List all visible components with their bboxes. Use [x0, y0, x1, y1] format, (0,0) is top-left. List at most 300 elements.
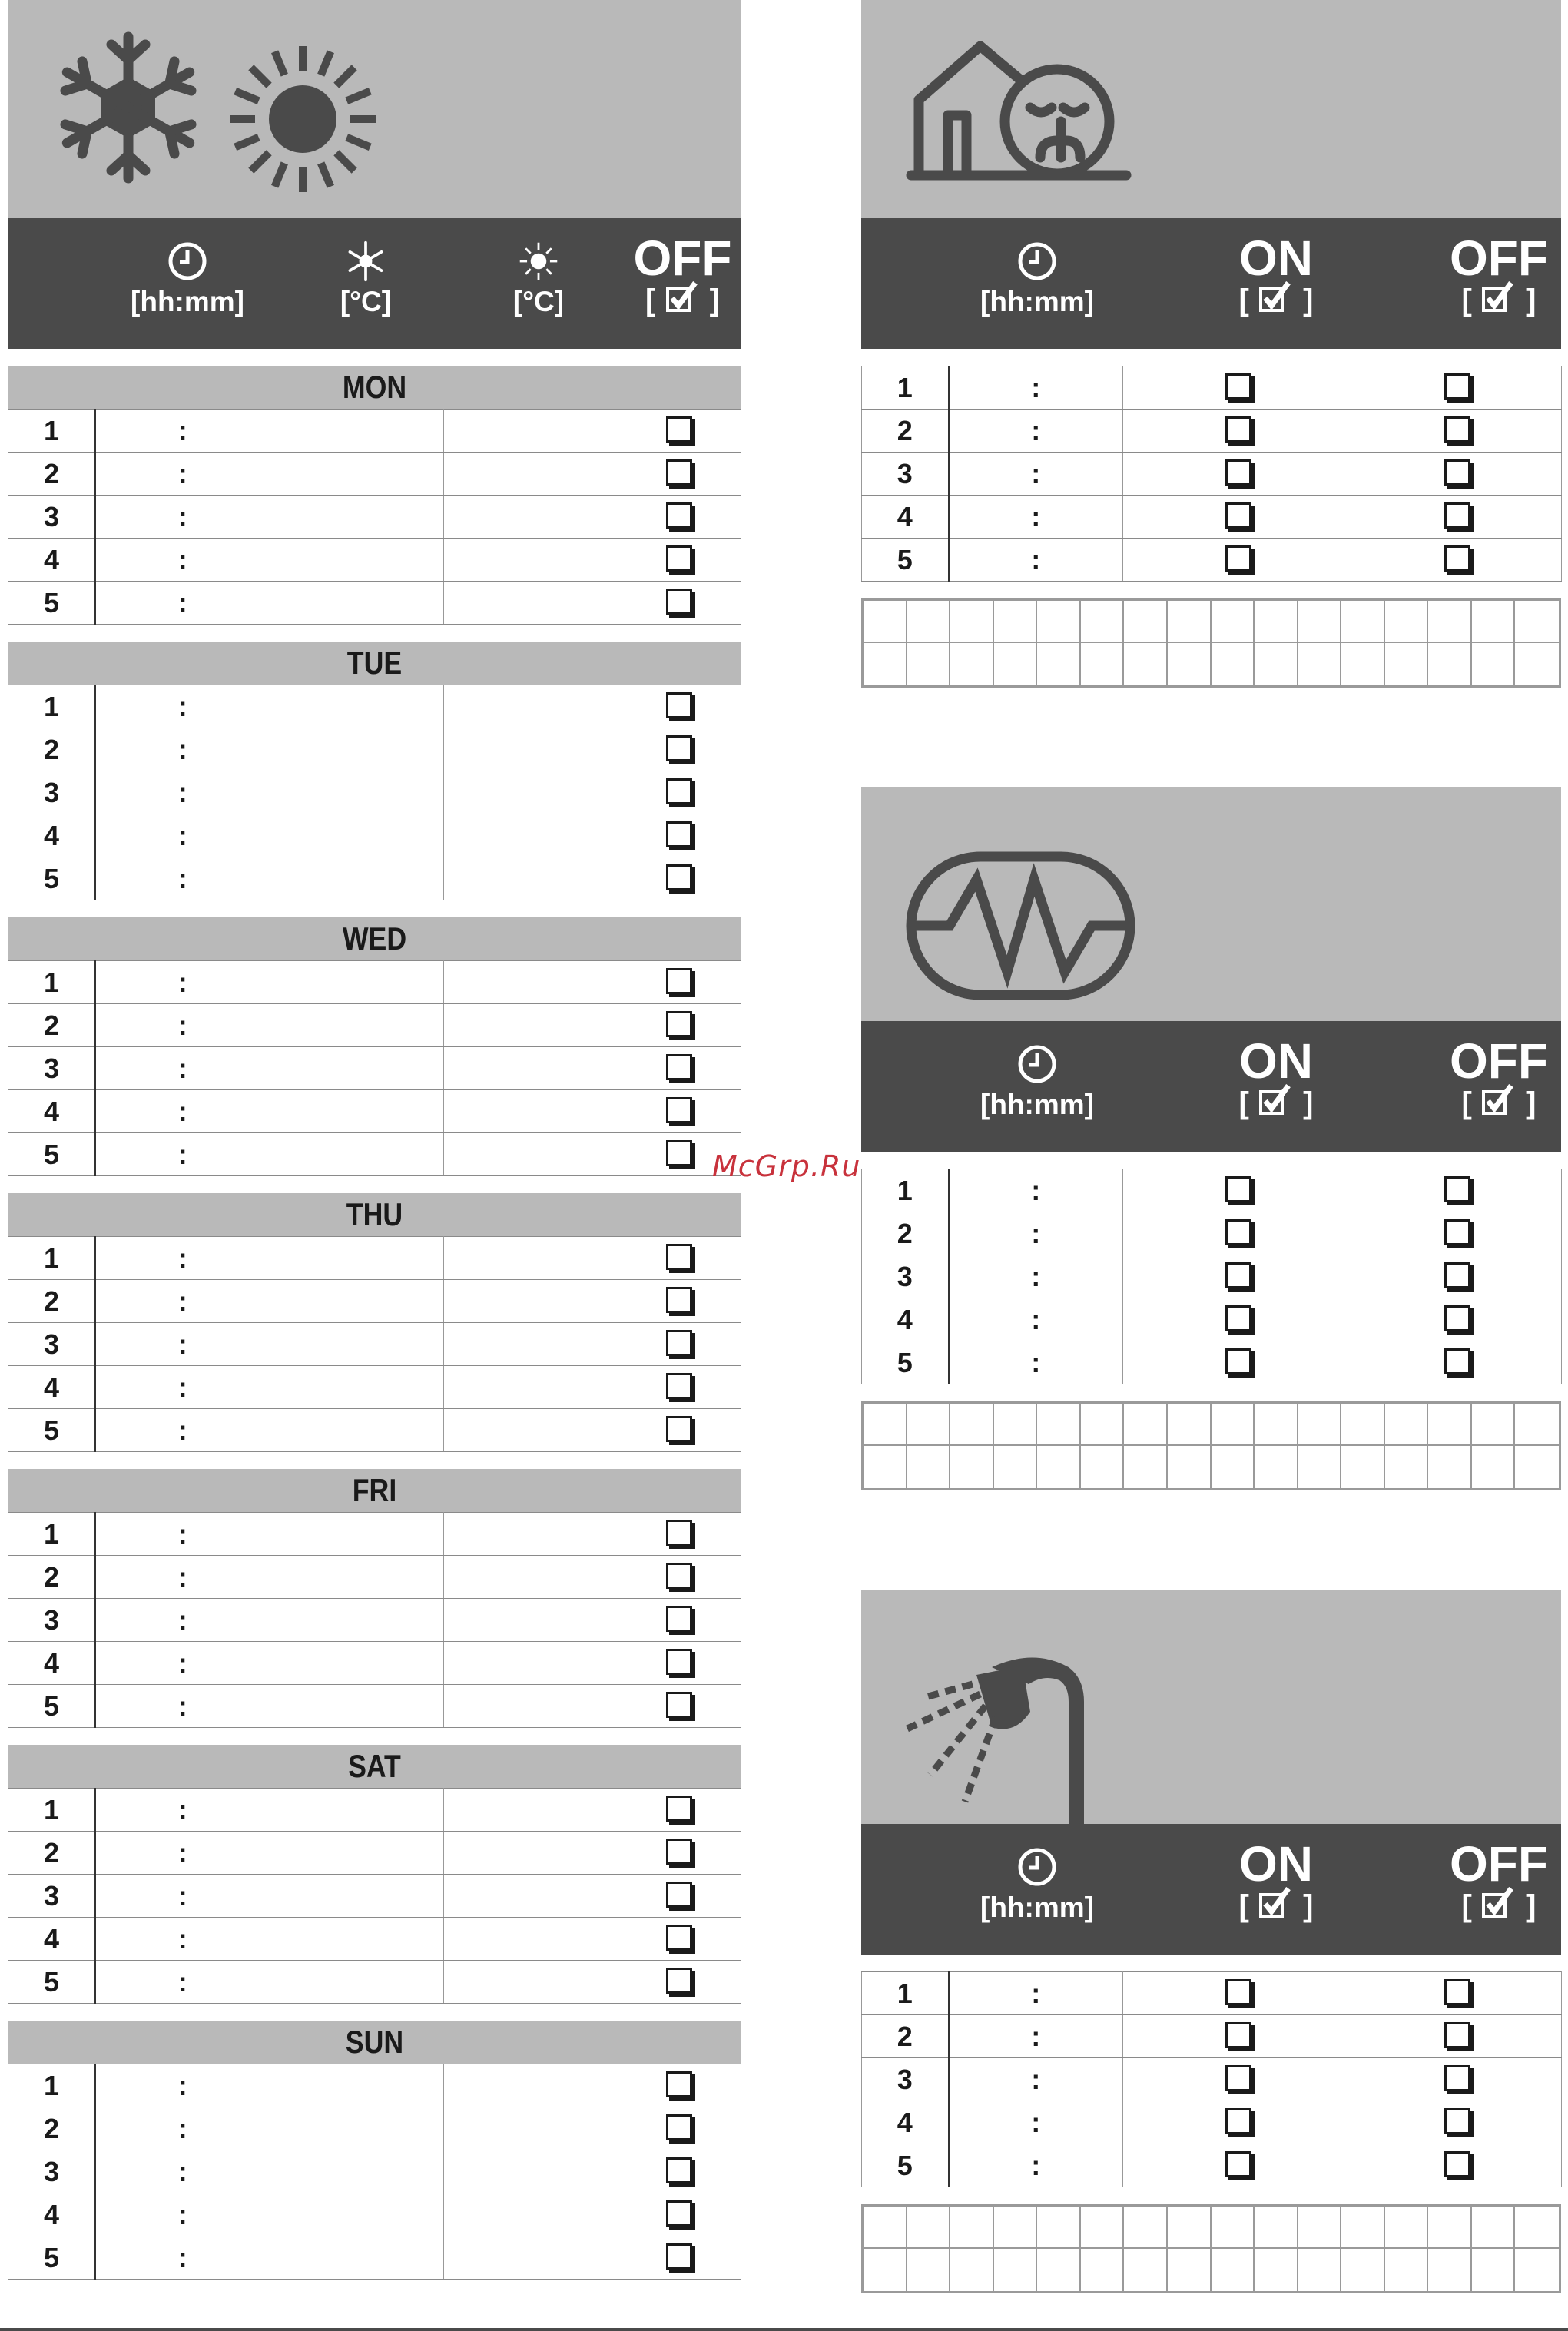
off-checkbox-cell[interactable] — [618, 539, 741, 582]
heat-temp-input[interactable] — [443, 1599, 618, 1642]
time-input[interactable] — [95, 582, 270, 625]
heat-temp-input[interactable] — [443, 1789, 618, 1832]
time-input[interactable] — [95, 1556, 270, 1599]
checkbox-icon[interactable] — [1225, 2151, 1251, 2177]
note-cell[interactable] — [864, 1404, 907, 1446]
heat-temp-input[interactable] — [443, 539, 618, 582]
cool-temp-input[interactable] — [270, 496, 443, 539]
heat-temp-input[interactable] — [443, 410, 618, 453]
time-input[interactable] — [949, 453, 1123, 496]
checkbox-icon[interactable] — [1444, 1219, 1470, 1245]
off-checkbox-cell[interactable] — [1354, 2101, 1562, 2144]
checkbox-icon[interactable] — [666, 1244, 692, 1270]
off-checkbox-cell[interactable] — [1354, 2144, 1562, 2187]
note-cell[interactable] — [1168, 2207, 1212, 2249]
off-checkbox-cell[interactable] — [618, 1599, 741, 1642]
note-cell[interactable] — [1124, 2249, 1168, 2291]
cool-temp-input[interactable] — [270, 2193, 443, 2236]
cool-temp-input[interactable] — [270, 685, 443, 728]
cool-temp-input[interactable] — [270, 1875, 443, 1918]
note-cell[interactable] — [864, 2207, 907, 2249]
heat-temp-input[interactable] — [443, 1875, 618, 1918]
cool-temp-input[interactable] — [270, 1004, 443, 1047]
off-checkbox-cell[interactable] — [618, 1642, 741, 1685]
checkbox-icon[interactable] — [666, 821, 692, 847]
off-checkbox-cell[interactable] — [618, 961, 741, 1004]
note-cell[interactable] — [1124, 1446, 1168, 1488]
off-checkbox-cell[interactable] — [1354, 539, 1562, 582]
note-cell[interactable] — [1037, 1404, 1081, 1446]
on-checkbox-cell[interactable] — [1123, 366, 1354, 410]
heat-temp-input[interactable] — [443, 1004, 618, 1047]
time-input[interactable] — [95, 685, 270, 728]
time-input[interactable] — [95, 1047, 270, 1090]
on-checkbox-cell[interactable] — [1123, 1169, 1354, 1212]
cool-temp-input[interactable] — [270, 582, 443, 625]
note-cell[interactable] — [1124, 601, 1168, 643]
note-cell[interactable] — [950, 643, 994, 685]
note-cell[interactable] — [1255, 601, 1298, 643]
time-input[interactable] — [95, 1280, 270, 1323]
note-cell[interactable] — [1385, 2249, 1429, 2291]
note-cell[interactable] — [1255, 2207, 1298, 2249]
time-input[interactable] — [949, 1298, 1123, 1341]
cool-temp-input[interactable] — [270, 728, 443, 771]
note-cell[interactable] — [1385, 1446, 1429, 1488]
cool-temp-input[interactable] — [270, 961, 443, 1004]
checkbox-icon[interactable] — [666, 968, 692, 994]
time-input[interactable] — [949, 496, 1123, 539]
off-checkbox-cell[interactable] — [1354, 496, 1562, 539]
checkbox-icon[interactable] — [666, 1416, 692, 1442]
note-cell[interactable] — [1168, 1404, 1212, 1446]
checkbox-icon[interactable] — [666, 1097, 692, 1123]
time-input[interactable] — [95, 2193, 270, 2236]
note-cell[interactable] — [1037, 2207, 1081, 2249]
time-input[interactable] — [95, 1323, 270, 1366]
off-checkbox-cell[interactable] — [618, 1513, 741, 1556]
checkbox-icon[interactable] — [1444, 1348, 1470, 1374]
note-cell[interactable] — [1212, 2249, 1255, 2291]
checkbox-icon[interactable] — [666, 1140, 692, 1166]
note-cell[interactable] — [907, 643, 951, 685]
off-checkbox-cell[interactable] — [1354, 2058, 1562, 2101]
note-cell[interactable] — [1472, 643, 1516, 685]
note-cell[interactable] — [1472, 1446, 1516, 1488]
note-cell[interactable] — [1341, 1446, 1385, 1488]
checkbox-icon[interactable] — [1225, 1348, 1251, 1374]
time-input[interactable] — [949, 1341, 1123, 1384]
note-cell[interactable] — [864, 643, 907, 685]
cool-temp-input[interactable] — [270, 2107, 443, 2150]
checkbox-icon[interactable] — [666, 1882, 692, 1908]
time-input[interactable] — [95, 961, 270, 1004]
cool-temp-input[interactable] — [270, 771, 443, 814]
note-cell[interactable] — [950, 1404, 994, 1446]
heat-temp-input[interactable] — [443, 2193, 618, 2236]
heat-temp-input[interactable] — [443, 2107, 618, 2150]
on-checkbox-cell[interactable] — [1123, 1255, 1354, 1298]
heat-temp-input[interactable] — [443, 1685, 618, 1728]
note-cell[interactable] — [1081, 643, 1125, 685]
note-cell[interactable] — [1168, 601, 1212, 643]
checkbox-icon[interactable] — [666, 416, 692, 443]
on-checkbox-cell[interactable] — [1123, 453, 1354, 496]
time-input[interactable] — [95, 453, 270, 496]
checkbox-icon[interactable] — [666, 1796, 692, 1822]
note-cell[interactable] — [907, 601, 951, 643]
checkbox-icon[interactable] — [1225, 2022, 1251, 2048]
time-input[interactable] — [949, 2101, 1123, 2144]
note-cell[interactable] — [1212, 1446, 1255, 1488]
time-input[interactable] — [95, 1789, 270, 1832]
off-checkbox-cell[interactable] — [618, 1090, 741, 1133]
checkbox-icon[interactable] — [666, 1563, 692, 1589]
off-checkbox-cell[interactable] — [618, 1366, 741, 1409]
off-checkbox-cell[interactable] — [618, 857, 741, 900]
cool-temp-input[interactable] — [270, 1832, 443, 1875]
cool-temp-input[interactable] — [270, 539, 443, 582]
checkbox-icon[interactable] — [1444, 1176, 1470, 1202]
off-checkbox-cell[interactable] — [618, 410, 741, 453]
checkbox-icon[interactable] — [666, 2071, 692, 2097]
checkbox-icon[interactable] — [1444, 1262, 1470, 1288]
note-cell[interactable] — [994, 1446, 1038, 1488]
shower-notes-grid[interactable] — [861, 2204, 1561, 2293]
time-input[interactable] — [95, 1409, 270, 1452]
checkbox-icon[interactable] — [666, 2157, 692, 2183]
on-checkbox-cell[interactable] — [1123, 410, 1354, 453]
note-cell[interactable] — [1341, 1404, 1385, 1446]
note-cell[interactable] — [1081, 1446, 1125, 1488]
time-input[interactable] — [95, 1366, 270, 1409]
checkbox-icon[interactable] — [666, 1606, 692, 1632]
cool-temp-input[interactable] — [270, 1090, 443, 1133]
heat-temp-input[interactable] — [443, 1513, 618, 1556]
cool-temp-input[interactable] — [270, 1918, 443, 1961]
checkbox-icon[interactable] — [666, 545, 692, 572]
note-cell[interactable] — [864, 2249, 907, 2291]
heat-temp-input[interactable] — [443, 1237, 618, 1280]
checkbox-icon[interactable] — [1225, 1305, 1251, 1331]
note-cell[interactable] — [864, 1446, 907, 1488]
on-checkbox-cell[interactable] — [1123, 1341, 1354, 1384]
time-input[interactable] — [95, 1918, 270, 1961]
off-checkbox-cell[interactable] — [618, 453, 741, 496]
heat-temp-input[interactable] — [443, 1642, 618, 1685]
off-checkbox-cell[interactable] — [618, 685, 741, 728]
checkbox-icon[interactable] — [1225, 545, 1251, 572]
heat-temp-input[interactable] — [443, 857, 618, 900]
time-input[interactable] — [95, 1685, 270, 1728]
checkbox-icon[interactable] — [1225, 1219, 1251, 1245]
note-cell[interactable] — [1428, 2249, 1472, 2291]
time-input[interactable] — [95, 2064, 270, 2107]
off-checkbox-cell[interactable] — [618, 2107, 741, 2150]
checkbox-icon[interactable] — [666, 2243, 692, 2270]
note-cell[interactable] — [994, 601, 1038, 643]
note-cell[interactable] — [1515, 643, 1559, 685]
note-cell[interactable] — [950, 601, 994, 643]
heat-temp-input[interactable] — [443, 496, 618, 539]
on-checkbox-cell[interactable] — [1123, 1298, 1354, 1341]
time-input[interactable] — [949, 1255, 1123, 1298]
time-input[interactable] — [95, 1961, 270, 2004]
note-cell[interactable] — [1081, 601, 1125, 643]
note-cell[interactable] — [1168, 643, 1212, 685]
note-cell[interactable] — [1168, 2249, 1212, 2291]
cool-temp-input[interactable] — [270, 453, 443, 496]
checkbox-icon[interactable] — [1444, 2065, 1470, 2091]
note-cell[interactable] — [1385, 2207, 1429, 2249]
checkbox-icon[interactable] — [666, 864, 692, 890]
checkbox-icon[interactable] — [1444, 2022, 1470, 2048]
note-cell[interactable] — [950, 2207, 994, 2249]
checkbox-icon[interactable] — [666, 502, 692, 529]
silent-notes-grid[interactable] — [861, 598, 1561, 688]
checkbox-icon[interactable] — [666, 735, 692, 761]
note-cell[interactable] — [1341, 643, 1385, 685]
heat-temp-input[interactable] — [443, 2064, 618, 2107]
off-checkbox-cell[interactable] — [618, 582, 741, 625]
time-input[interactable] — [95, 1832, 270, 1875]
note-cell[interactable] — [950, 1446, 994, 1488]
heat-temp-input[interactable] — [443, 582, 618, 625]
cool-temp-input[interactable] — [270, 1642, 443, 1685]
note-cell[interactable] — [1298, 2249, 1342, 2291]
off-checkbox-cell[interactable] — [1354, 1972, 1562, 2015]
note-cell[interactable] — [1212, 601, 1255, 643]
note-cell[interactable] — [1037, 2249, 1081, 2291]
off-checkbox-cell[interactable] — [1354, 2015, 1562, 2058]
note-cell[interactable] — [1472, 2249, 1516, 2291]
note-cell[interactable] — [1124, 1404, 1168, 1446]
cool-temp-input[interactable] — [270, 1409, 443, 1452]
note-cell[interactable] — [1341, 2207, 1385, 2249]
cool-temp-input[interactable] — [270, 1513, 443, 1556]
note-cell[interactable] — [907, 1446, 951, 1488]
note-cell[interactable] — [1428, 1404, 1472, 1446]
off-checkbox-cell[interactable] — [618, 2236, 741, 2280]
cool-temp-input[interactable] — [270, 1789, 443, 1832]
note-cell[interactable] — [1385, 643, 1429, 685]
heat-temp-input[interactable] — [443, 1366, 618, 1409]
checkbox-icon[interactable] — [666, 1054, 692, 1080]
time-input[interactable] — [949, 1212, 1123, 1255]
off-checkbox-cell[interactable] — [618, 1875, 741, 1918]
checkbox-icon[interactable] — [666, 1011, 692, 1037]
checkbox-icon[interactable] — [1225, 502, 1251, 529]
time-input[interactable] — [95, 857, 270, 900]
checkbox-icon[interactable] — [1444, 373, 1470, 400]
note-cell[interactable] — [1255, 643, 1298, 685]
checkbox-icon[interactable] — [1225, 1979, 1251, 2005]
checkbox-icon[interactable] — [666, 1649, 692, 1675]
checkbox-icon[interactable] — [666, 1520, 692, 1546]
cool-temp-input[interactable] — [270, 1599, 443, 1642]
off-checkbox-cell[interactable] — [618, 2064, 741, 2107]
off-checkbox-cell[interactable] — [618, 1280, 741, 1323]
on-checkbox-cell[interactable] — [1123, 2101, 1354, 2144]
heat-temp-input[interactable] — [443, 814, 618, 857]
time-input[interactable] — [95, 2150, 270, 2193]
cool-temp-input[interactable] — [270, 410, 443, 453]
on-checkbox-cell[interactable] — [1123, 1212, 1354, 1255]
checkbox-icon[interactable] — [1444, 459, 1470, 486]
heat-temp-input[interactable] — [443, 685, 618, 728]
heat-temp-input[interactable] — [443, 1133, 618, 1176]
note-cell[interactable] — [1428, 1446, 1472, 1488]
checkbox-icon[interactable] — [666, 1839, 692, 1865]
off-checkbox-cell[interactable] — [1354, 1341, 1562, 1384]
note-cell[interactable] — [1298, 1446, 1342, 1488]
off-checkbox-cell[interactable] — [618, 1004, 741, 1047]
off-checkbox-cell[interactable] — [618, 1961, 741, 2004]
cool-temp-input[interactable] — [270, 2150, 443, 2193]
note-cell[interactable] — [1212, 2207, 1255, 2249]
note-cell[interactable] — [1298, 643, 1342, 685]
time-input[interactable] — [949, 1972, 1123, 2015]
off-checkbox-cell[interactable] — [618, 1832, 741, 1875]
time-input[interactable] — [95, 1875, 270, 1918]
note-cell[interactable] — [1081, 2249, 1125, 2291]
time-input[interactable] — [95, 539, 270, 582]
checkbox-icon[interactable] — [666, 1968, 692, 1994]
time-input[interactable] — [95, 1599, 270, 1642]
cool-temp-input[interactable] — [270, 1047, 443, 1090]
off-checkbox-cell[interactable] — [1354, 366, 1562, 410]
off-checkbox-cell[interactable] — [1354, 410, 1562, 453]
note-cell[interactable] — [1212, 1404, 1255, 1446]
cool-temp-input[interactable] — [270, 1961, 443, 2004]
cool-temp-input[interactable] — [270, 814, 443, 857]
off-checkbox-cell[interactable] — [618, 1323, 741, 1366]
off-checkbox-cell[interactable] — [618, 814, 741, 857]
off-checkbox-cell[interactable] — [618, 1409, 741, 1452]
off-checkbox-cell[interactable] — [618, 496, 741, 539]
checkbox-icon[interactable] — [666, 2200, 692, 2227]
checkbox-icon[interactable] — [666, 1373, 692, 1399]
on-checkbox-cell[interactable] — [1123, 2058, 1354, 2101]
note-cell[interactable] — [864, 601, 907, 643]
checkbox-icon[interactable] — [1444, 545, 1470, 572]
note-cell[interactable] — [1255, 2249, 1298, 2291]
cool-temp-input[interactable] — [270, 1237, 443, 1280]
checkbox-icon[interactable] — [666, 1287, 692, 1313]
off-checkbox-cell[interactable] — [618, 728, 741, 771]
time-input[interactable] — [95, 1004, 270, 1047]
note-cell[interactable] — [994, 2207, 1038, 2249]
off-checkbox-cell[interactable] — [1354, 1169, 1562, 1212]
note-cell[interactable] — [1081, 2207, 1125, 2249]
note-cell[interactable] — [1298, 1404, 1342, 1446]
checkbox-icon[interactable] — [666, 1330, 692, 1356]
time-input[interactable] — [95, 1513, 270, 1556]
time-input[interactable] — [949, 1169, 1123, 1212]
off-checkbox-cell[interactable] — [1354, 1298, 1562, 1341]
note-cell[interactable] — [1515, 2249, 1559, 2291]
note-cell[interactable] — [994, 1404, 1038, 1446]
checkbox-icon[interactable] — [666, 778, 692, 804]
note-cell[interactable] — [1428, 601, 1472, 643]
checkbox-icon[interactable] — [666, 1692, 692, 1718]
checkbox-icon[interactable] — [1225, 1176, 1251, 1202]
off-checkbox-cell[interactable] — [618, 2150, 741, 2193]
time-input[interactable] — [949, 2015, 1123, 2058]
cool-temp-input[interactable] — [270, 1685, 443, 1728]
note-cell[interactable] — [1428, 643, 1472, 685]
heat-temp-input[interactable] — [443, 1832, 618, 1875]
time-input[interactable] — [95, 814, 270, 857]
note-cell[interactable] — [1515, 2207, 1559, 2249]
note-cell[interactable] — [907, 1404, 951, 1446]
time-input[interactable] — [95, 410, 270, 453]
cool-temp-input[interactable] — [270, 1323, 443, 1366]
off-checkbox-cell[interactable] — [618, 1685, 741, 1728]
note-cell[interactable] — [1298, 2207, 1342, 2249]
note-cell[interactable] — [1515, 601, 1559, 643]
time-input[interactable] — [949, 539, 1123, 582]
checkbox-icon[interactable] — [666, 459, 692, 486]
heat-temp-input[interactable] — [443, 961, 618, 1004]
off-checkbox-cell[interactable] — [618, 1918, 741, 1961]
heat-temp-input[interactable] — [443, 1047, 618, 1090]
cool-temp-input[interactable] — [270, 1366, 443, 1409]
note-cell[interactable] — [1385, 601, 1429, 643]
off-checkbox-cell[interactable] — [618, 771, 741, 814]
note-cell[interactable] — [1037, 601, 1081, 643]
heat-temp-input[interactable] — [443, 1961, 618, 2004]
cool-temp-input[interactable] — [270, 1556, 443, 1599]
note-cell[interactable] — [1124, 2207, 1168, 2249]
time-input[interactable] — [949, 2144, 1123, 2187]
off-checkbox-cell[interactable] — [1354, 1255, 1562, 1298]
heat-temp-input[interactable] — [443, 2236, 618, 2280]
note-cell[interactable] — [1428, 2207, 1472, 2249]
note-cell[interactable] — [907, 2249, 951, 2291]
on-checkbox-cell[interactable] — [1123, 539, 1354, 582]
heat-temp-input[interactable] — [443, 1918, 618, 1961]
note-cell[interactable] — [1168, 1446, 1212, 1488]
checkbox-icon[interactable] — [666, 589, 692, 615]
time-input[interactable] — [95, 728, 270, 771]
heat-temp-input[interactable] — [443, 1323, 618, 1366]
checkbox-icon[interactable] — [1444, 502, 1470, 529]
heat-temp-input[interactable] — [443, 2150, 618, 2193]
time-input[interactable] — [95, 2236, 270, 2280]
time-input[interactable] — [95, 496, 270, 539]
checkbox-icon[interactable] — [1225, 373, 1251, 400]
checkbox-icon[interactable] — [1225, 1262, 1251, 1288]
off-checkbox-cell[interactable] — [618, 1556, 741, 1599]
checkbox-icon[interactable] — [1444, 416, 1470, 443]
cool-temp-input[interactable] — [270, 857, 443, 900]
checkbox-icon[interactable] — [1444, 2151, 1470, 2177]
note-cell[interactable] — [994, 643, 1038, 685]
note-cell[interactable] — [1472, 601, 1516, 643]
time-input[interactable] — [949, 2058, 1123, 2101]
on-checkbox-cell[interactable] — [1123, 1972, 1354, 2015]
note-cell[interactable] — [907, 2207, 951, 2249]
note-cell[interactable] — [1472, 1404, 1516, 1446]
time-input[interactable] — [95, 771, 270, 814]
note-cell[interactable] — [1515, 1446, 1559, 1488]
note-cell[interactable] — [1037, 1446, 1081, 1488]
checkbox-icon[interactable] — [666, 692, 692, 718]
heater-notes-grid[interactable] — [861, 1401, 1561, 1490]
on-checkbox-cell[interactable] — [1123, 2144, 1354, 2187]
checkbox-icon[interactable] — [1444, 2108, 1470, 2134]
